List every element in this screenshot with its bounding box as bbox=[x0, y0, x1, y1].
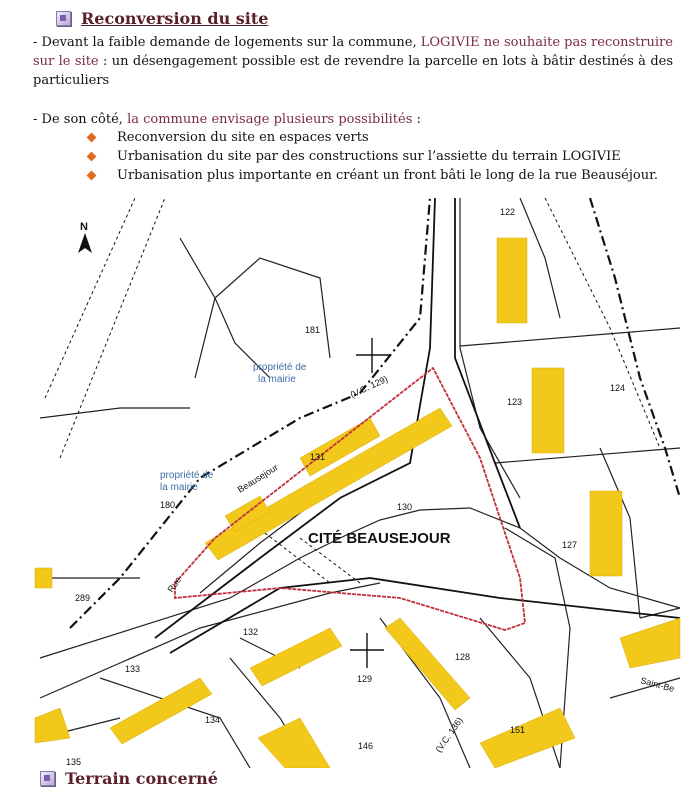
parcel-number: 124 bbox=[610, 383, 626, 393]
paragraph-logivie: - Devant la faible demande de logements sur la commune, LOGIVIE ne souhaite pas reconstruire sur le site : un désengagement possible est de revendre la parcelle en lots à bâtir destinés à des particuliers bbox=[33, 35, 673, 88]
parcel-number: 181 bbox=[305, 325, 321, 335]
road-label-saint: Saint-Be bbox=[639, 675, 676, 694]
road-label-beausejour: Beausejour bbox=[235, 462, 280, 495]
section-title: Reconversion du site bbox=[81, 9, 269, 28]
diamond-bullet-icon bbox=[87, 133, 97, 143]
mairie-label-line: la mairie bbox=[160, 482, 198, 493]
parcel-number: 180 bbox=[160, 500, 176, 510]
section-heading-terrain bbox=[40, 769, 218, 788]
cadastral-map bbox=[0, 198, 700, 768]
site-boundary bbox=[175, 368, 525, 630]
svg-text:N: N bbox=[80, 221, 88, 233]
bullet-item: Reconversion du site en espaces verts bbox=[88, 128, 369, 147]
diamond-bullet-icon bbox=[87, 152, 97, 162]
parcel-number: 135 bbox=[66, 757, 82, 767]
section-title: Terrain concerné bbox=[65, 769, 218, 788]
bullet-box-icon bbox=[40, 771, 55, 786]
parcel-number: 289 bbox=[75, 593, 91, 603]
road-label-rue: Rue bbox=[165, 574, 184, 595]
parcel-number: 129 bbox=[357, 674, 373, 684]
bullet-item: Urbanisation plus importante en créant un front bâti le long de la rue Beauséjour. bbox=[88, 166, 658, 185]
bullet-item: Urbanisation du site par des constructions sur l’assiette du terrain LOGIVIE bbox=[88, 147, 621, 166]
mairie-label-line: propriété de bbox=[160, 470, 214, 481]
parcel-number: 123 bbox=[507, 397, 523, 407]
mairie-label-line: la mairie bbox=[258, 374, 296, 385]
diamond-bullet-icon bbox=[87, 171, 97, 181]
parcel-number: 131 bbox=[310, 452, 326, 462]
parcel-number: 134 bbox=[205, 715, 221, 725]
bullet-box-icon bbox=[56, 11, 71, 26]
parcel-number: 146 bbox=[358, 741, 374, 751]
site-label: CITÉ BEAUSEJOUR bbox=[308, 530, 451, 547]
parcel-number: 128 bbox=[455, 652, 471, 662]
road-label-vc136: (V.C. 136) bbox=[433, 715, 465, 755]
parcel-number: 133 bbox=[125, 664, 141, 674]
parcel-number: 127 bbox=[562, 540, 578, 550]
road-label-vc129: (V.C. 129) bbox=[348, 373, 390, 400]
section-heading-reconversion bbox=[56, 9, 268, 28]
north-arrow-icon bbox=[78, 221, 92, 253]
parcel-number: 122 bbox=[500, 207, 516, 217]
parcel-number: 132 bbox=[243, 627, 259, 637]
mairie-label-line: propriété de bbox=[253, 362, 307, 373]
parcel-number: 151 bbox=[510, 725, 526, 735]
paragraph-commune: - De son côté, la commune envisage plusieurs possibilités : bbox=[33, 112, 421, 127]
parcel-number: 130 bbox=[397, 502, 413, 512]
